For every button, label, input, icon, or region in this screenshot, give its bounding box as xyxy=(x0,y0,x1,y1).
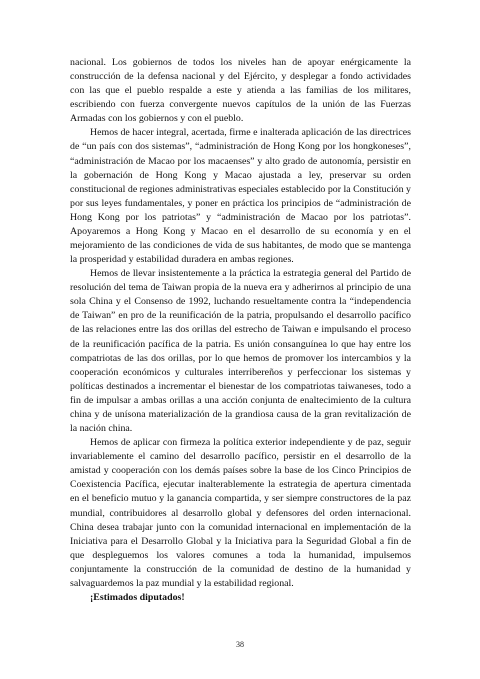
paragraph-1: nacional. Los gobiernos de todos los niveles han de apoyar enérgicamente la construcción de la defensa nacional y del Ejército, y desplegar a fondo actividades con las que el pueblo respalde a este y atienda a las familias de los militares, escribiendo con fuerza convergente nuevos capítulos de la unión de las Fuerzas Armadas con los gobiernos y con el pueblo. xyxy=(70,57,411,125)
paragraph-2: Hemos de hacer integral, acertada, firme e inalterada aplicación de las directrices de “un país con dos sistemas”, “administración de Hong Kong por los hongkoneses”, “administración de Macao por los macaenses” y alto grado de autonomía, persistir en la gobernación de Hong Kong y Macao ajustada a ley, preservar su orden constitucional de regiones administrativas especiales establecido por la Constitución y por sus leyes fundamentales, y poner en práctica los principios de “administración de Hong Kong por los patriotas” y “administración de Macao por los patriotas”. Apoyaremos a Hong Kong y Macao en el desarrollo de su economía y en el mejoramiento de las condiciones de vida de sus habitantes, de modo que se mantenga la prosperidad y estabilidad duradera en ambas regiones. xyxy=(70,127,411,266)
body-text xyxy=(70,56,411,605)
paragraph-4: Hemos de aplicar con firmeza la política exterior independiente y de paz, seguir invariablemente el camino del desarrollo pacífico, persistir en el desarrollo de la amistad y cooperación con los demás países sobre la base de los Cinco Principios de Coexistencia Pacífica, ejecutar inalterablemente la estrategia de apertura cimentada en el beneficio mutuo y la ganancia compartida, y ser siempre constructores de la paz mundial, contribuidores al desarrollo global y defensores del orden internacional. China desea trabajar junto con la comunidad internacional en implementación de la Iniciativa para el Desarrollo Global y la Iniciativa para la Seguridad Global a fin de que despleguemos los valores comunes a toda la humanidad, impulsemos conjuntamente la construcción de la comunidad de destino de la humanidad y salvaguardemos la paz mundial y la estabilidad regional. xyxy=(70,437,411,589)
page-number: 38 xyxy=(236,640,244,649)
closing-salutation: ¡Estimados diputados! xyxy=(90,591,185,603)
paragraph-3: Hemos de llevar insistentemente a la práctica la estrategia general del Partido de resolución del tema de Taiwan propia de la nueva era y adherirnos al principio de una sola China y el Consenso de 1992, luchando resueltamente contra la “independencia de Taiwan” en pro de la reunificación de la patria, propulsando el desarrollo pacífico de las relaciones entre las dos orillas del estrecho de Taiwan e impulsando el proceso de la reunificación pacífica de la patria. Es unión consanguínea lo que hay entre los compatriotas de las dos orillas, por lo que hemos de promover los intercambios y la cooperación económicos y culturales interribereños y perfeccionar los sistemas y políticas destinados a incrementar el bienestar de los compatriotas taiwaneses, todo a fin de impulsar a ambas orillas a una acción conjunta de enaltecimiento de la cultura china y de unísona materialización de la grandiosa causa de la gran revitalización de la nación china. xyxy=(70,268,411,435)
